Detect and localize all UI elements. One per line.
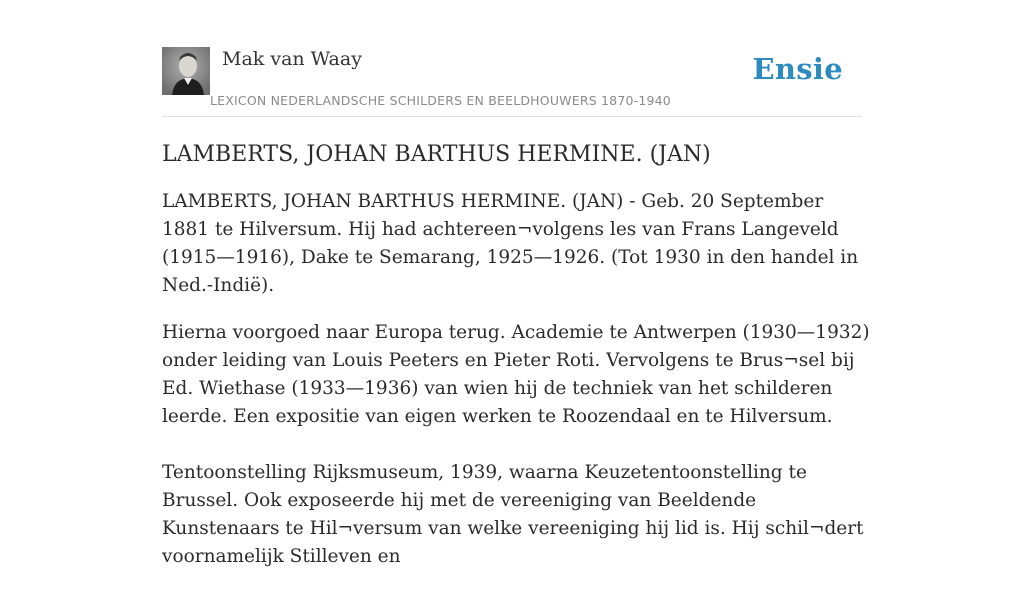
lexicon-title[interactable]: LEXICON NEDERLANDSCHE SCHILDERS EN BEELDHOUWERS 1870-1940 bbox=[210, 93, 671, 108]
avatar[interactable] bbox=[162, 47, 210, 95]
article-paragraph: LAMBERTS, JOHAN BARTHUS HERMINE. (JAN) - Geb. 20 September 1881 te Hilversum. Hij had achtereen¬volgens les van Frans Langeveld (1915—1916), Dake te Semarang, 1925—1926. (Tot 1930 in den handel in Ned.-Indië). bbox=[162, 191, 859, 296]
paragraph-spacer bbox=[162, 450, 872, 459]
article-paragraph: Tentoonstelling Rijksmuseum, 1939, waarna Keuzetentoonstelling te Brussel. Ook exposeerde hij met de vereeniging van Beeldende Kunstenaars te Hil¬versum van welke vereeniging hij lid is. Hij schil¬dert voornamelijk Stilleven en bbox=[162, 462, 864, 567]
page-header bbox=[162, 47, 862, 117]
site-logo[interactable]: Ensie bbox=[752, 52, 843, 86]
article bbox=[162, 139, 872, 590]
article-paragraph: Hierna voorgoed naar Europa terug. Academie te Antwerpen (1930—1932) onder leiding van Louis Peeters en Pieter Roti. Vervolgens te Brus¬sel bij Ed. Wiethase (1933—1936) van wien hij de techniek van het schilderen leerde. Een expositie van eigen werken te Roozendaal en te Hilversum. bbox=[162, 322, 870, 427]
author-name[interactable]: Mak van Waay bbox=[222, 48, 362, 70]
article-title: LAMBERTS, JOHAN BARTHUS HERMINE. (JAN) bbox=[162, 142, 711, 167]
author-portrait-icon bbox=[162, 47, 210, 95]
